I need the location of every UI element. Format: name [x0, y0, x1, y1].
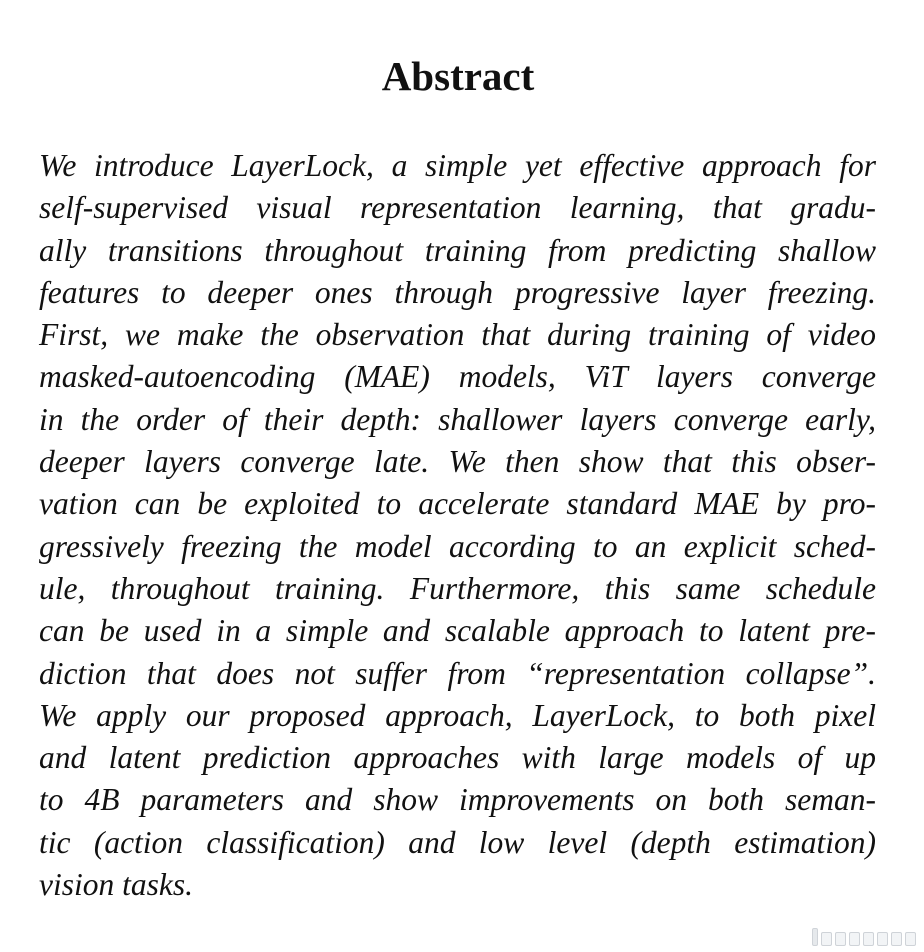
abstract-line-14: We apply our proposed approach, LayerLock, to both pixel [39, 697, 876, 733]
abstract-line-12: can be used in a simple and scalable approach to latent pre- [39, 613, 876, 649]
abstract-line-6: masked-autoencoding (MAE) models, ViT layers converge [39, 359, 876, 395]
abstract-body [39, 145, 876, 906]
abstract-line-8: deeper layers converge late. We then show that this obser- [39, 444, 876, 480]
watermark-box-icon [849, 932, 860, 946]
abstract-line-7: in the order of their depth: shallower layers converge early, [39, 401, 876, 437]
abstract-line-1: We introduce LayerLock, a simple yet effective approach for [39, 148, 876, 183]
watermark-box-icon [835, 932, 846, 946]
abstract-line-15: and latent prediction approaches with large models of up [39, 740, 876, 776]
watermark-icon [812, 928, 916, 946]
abstract-line-18: vision tasks. [39, 867, 193, 903]
abstract-line-2: self-supervised visual representation learning, that gradu- [39, 190, 876, 226]
abstract-line-3: ally transitions throughout training from predicting shallow [39, 232, 876, 268]
abstract-line-17: tic (action classification) and low level (depth estimation) [39, 824, 876, 860]
abstract-line-4: features to deeper ones through progressive layer freezing. [39, 274, 876, 310]
abstract-line-13: diction that does not suffer from “representation collapse”. [39, 655, 876, 691]
abstract-line-9: vation can be exploited to accelerate standard MAE by pro- [39, 486, 876, 522]
watermark-box-icon [863, 932, 874, 946]
abstract-line-11: ule, throughout training. Furthermore, this same schedule [39, 570, 876, 606]
watermark-bar-icon [812, 928, 818, 946]
section-title: Abstract [381, 53, 535, 99]
abstract-line-16: to 4B parameters and show improvements on both seman- [39, 782, 876, 818]
watermark-box-icon [891, 932, 902, 946]
watermark-box-icon [821, 932, 832, 946]
watermark-box-icon [905, 932, 916, 946]
abstract-line-5: First, we make the observation that during training of video [39, 317, 876, 353]
abstract-line-10: gressively freezing the model according to an explicit sched- [39, 528, 876, 564]
watermark-box-icon [877, 932, 888, 946]
